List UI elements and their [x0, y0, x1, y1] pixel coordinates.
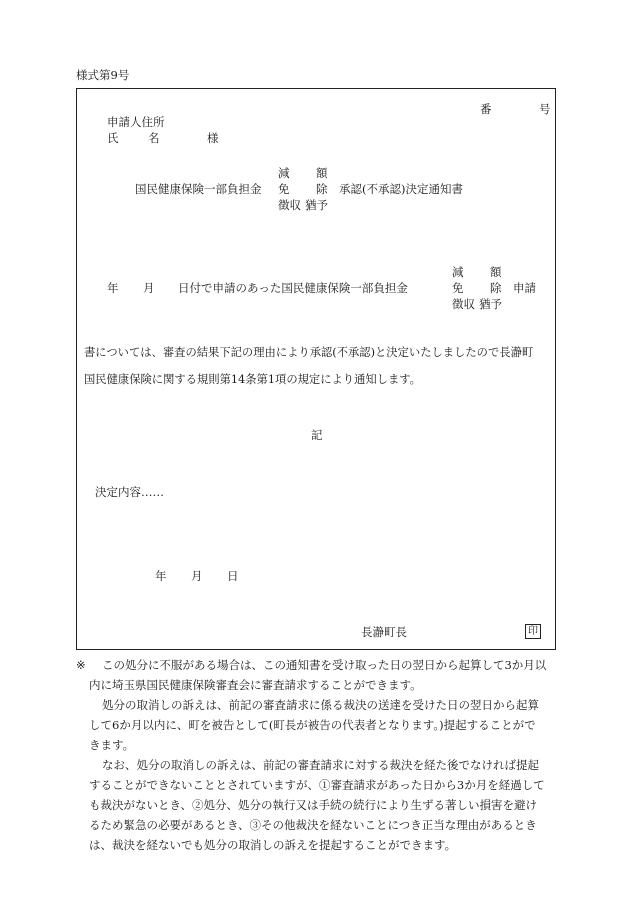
note-line: この処分に不服がある場合は、この通知書を受け取った日の翌日から起算して3か月以: [102, 658, 547, 672]
title-option-1a: 減: [278, 166, 290, 180]
number-label-ban: 番: [480, 102, 492, 116]
title-option-2a: 免: [278, 182, 290, 196]
body-year: 年: [107, 281, 119, 295]
body-line-3: 国民健康保険に関する規則第14条第1項の規定により通知します。: [84, 373, 421, 386]
date-month: 月: [191, 569, 203, 583]
title-suffix: 承認(不承認)決定通知書: [339, 182, 463, 196]
note-line: 内に埼玉県国民健康保険審査会に審査請求することができます。: [89, 678, 422, 692]
form-number: 様式第9号: [76, 68, 130, 82]
body-option-2b: 除: [490, 281, 502, 295]
number-label-go: 号: [539, 102, 551, 116]
note-mark: ※: [76, 658, 86, 672]
note-line: るため緊急の必要があるとき、③その他裁決を経ないことにつき正当な理由があるとき: [89, 818, 537, 832]
body-option-1b: 額: [490, 265, 502, 279]
date-year: 年: [155, 569, 167, 583]
honorific: 様: [207, 131, 219, 145]
note-line: なお、処分の取消しの訴えは、前記の審査請求に対する裁決を経た後でなければ提起: [102, 758, 539, 772]
body-dated-text: 日付で申請のあった国民健康保険一部負担金: [178, 281, 408, 295]
note-line: して6か月以内に、町を被告として(町長が被告の代表者となります。)提起することがで: [89, 718, 536, 732]
note-line: 処分の取消しの訴えは、前記の審査請求に係る裁決の送達を受けた日の翌日から起算: [102, 698, 539, 712]
body-line-2: 書については、審査の結果下記の理由により承認(不承認)と決定いたしましたので長瀞町: [84, 346, 534, 359]
body-option-2a: 免: [452, 281, 464, 295]
decision-content: 決定内容……: [95, 485, 164, 499]
date-day: 日: [227, 569, 239, 583]
title-prefix: 国民健康保険一部負担金: [135, 182, 262, 196]
applicant-address-label: 申請人住所: [107, 115, 165, 129]
applicant-name-label-1: 氏: [107, 131, 119, 145]
body-option-3b: 猶予: [479, 297, 502, 311]
body-shinsei: 申請: [513, 281, 536, 295]
mayor-title: 長瀞町長: [361, 625, 407, 639]
title-option-3a: 徴収: [278, 198, 301, 212]
body-month: 月: [143, 281, 155, 295]
note-line: することができないこととされていますが、①審査請求があった日から3か月を経過して: [89, 778, 545, 792]
title-option-2b: 除: [316, 182, 328, 196]
title-option-3b: 猶予: [305, 198, 328, 212]
note-line: は、裁決を経ないでも処分の取消しの訴えを提起することができます。: [89, 838, 457, 852]
body-option-1a: 減: [452, 265, 464, 279]
body-option-3a: 徴収: [452, 297, 475, 311]
note-line: も裁決がないとき、②処分、処分の執行又は手続の続行により生ずる著しい損害を避け: [89, 798, 538, 812]
ki-heading: 記: [311, 428, 323, 442]
note-line: きます。: [89, 738, 135, 752]
seal-icon: 印: [525, 624, 541, 639]
applicant-name-label-2: 名: [148, 131, 160, 145]
title-option-1b: 額: [316, 166, 328, 180]
